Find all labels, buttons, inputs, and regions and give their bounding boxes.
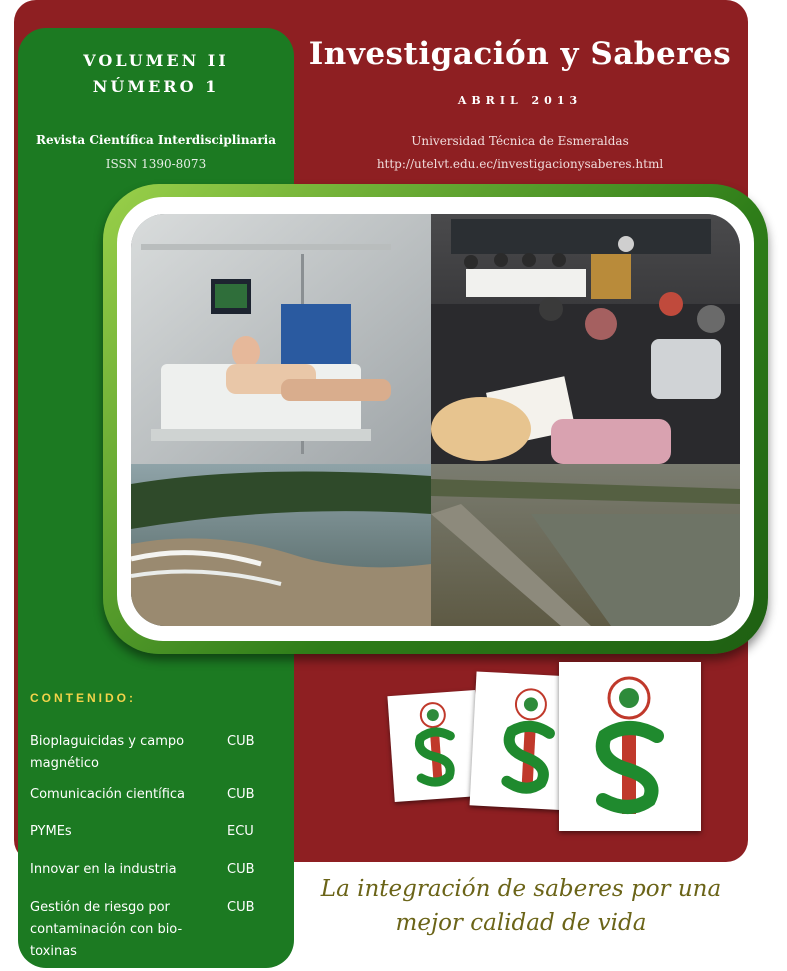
volume-number-block: [18, 48, 294, 100]
journal-title: Investigación y Saberes: [308, 36, 732, 72]
contents-item-code: CUB: [227, 862, 255, 877]
tagline-line-1: La integración de saberes por una: [320, 876, 722, 902]
journal-logo-large: [559, 662, 701, 831]
contents-item-code: CUB: [227, 900, 255, 915]
journal-logo-icon: [559, 662, 701, 831]
tagline-line-2: mejor calidad de vida: [395, 910, 647, 936]
university-name: Universidad Técnica de Esmeraldas: [411, 134, 629, 148]
issn-label: ISSN 1390-8073: [105, 157, 207, 171]
journal-logo-icon: [387, 690, 482, 802]
issue-date: ABRIL 2013: [457, 94, 583, 107]
contents-heading: CONTENIDO:: [30, 691, 136, 705]
contents-item-code: CUB: [227, 787, 255, 802]
contents-item-code: ECU: [227, 824, 254, 839]
number-label: NÚMERO 1: [92, 77, 220, 96]
contents-item-title: Gestión de riesgo por contaminación con bio-toxinas: [30, 900, 183, 959]
journal-url[interactable]: http://utelvt.edu.ec/investigacionysaberes.html: [376, 157, 664, 171]
contents-item-title: PYMEs: [30, 824, 72, 839]
cover-photo-collage: [131, 214, 740, 626]
journal-logo-small: [387, 690, 482, 802]
contents-item-title: Comunicación científica: [30, 787, 185, 802]
contents-item-code: CUB: [227, 734, 255, 749]
contents-item-title: Innovar en la industria: [30, 862, 177, 877]
volume-label: VOLUMEN II: [83, 51, 229, 70]
journal-subtitle: Revista Científica Interdisciplinaria: [35, 133, 277, 147]
contents-item-title: Bioplaguicidas y campo magnético: [30, 734, 185, 771]
cover-tagline: [296, 872, 746, 940]
